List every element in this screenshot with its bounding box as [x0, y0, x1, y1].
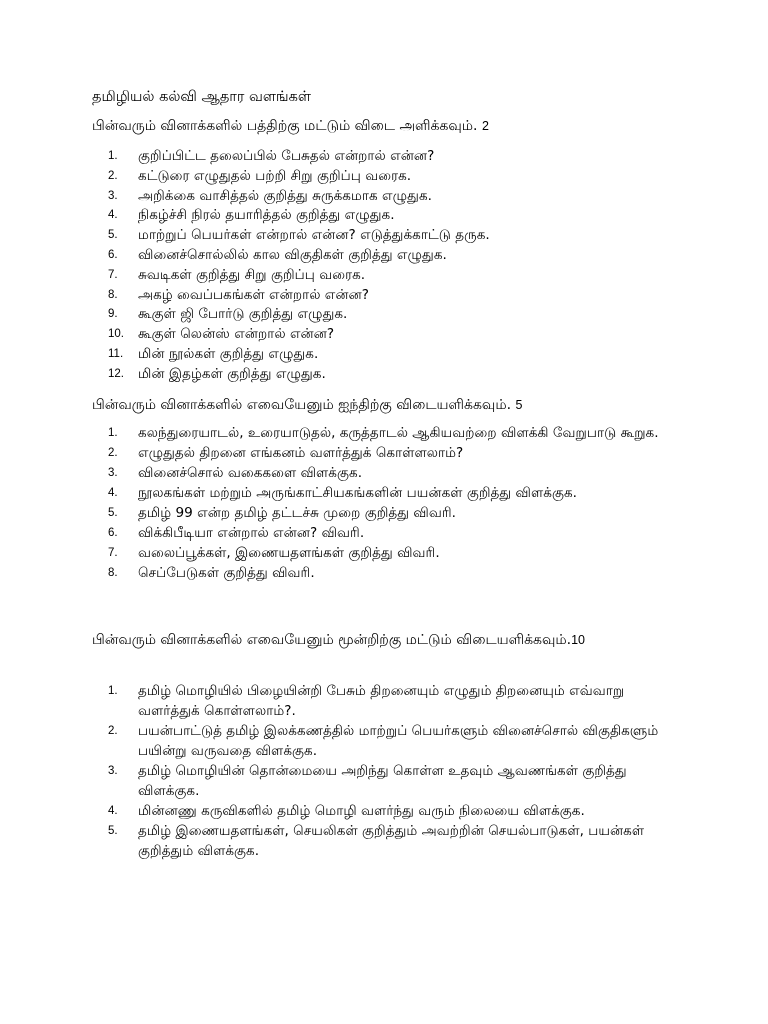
question-item — [0, 483, 678, 503]
question-number: 3. — [108, 765, 118, 777]
question-item — [0, 186, 678, 206]
question-item — [0, 344, 678, 364]
question-item — [0, 285, 678, 305]
question-number: 12. — [108, 367, 124, 380]
question-item — [0, 443, 678, 463]
question-item — [0, 423, 678, 443]
question-item — [0, 463, 678, 483]
question-number: 2. — [108, 169, 118, 182]
section-2-question-list — [0, 423, 678, 583]
question-item — [0, 721, 678, 761]
question-item — [0, 205, 678, 225]
question-item — [0, 265, 678, 285]
question-item — [0, 563, 678, 583]
question-text: நூலகங்கள் மற்றும் அருங்காட்சியகங்களின் பயன்கள் குறித்து விளக்குக. — [138, 485, 577, 501]
question-item — [0, 681, 678, 721]
section-2-heading — [92, 395, 652, 415]
question-number: 3. — [108, 467, 118, 479]
question-text: மின்னணு கருவிகளில் தமிழ் மொழி வளர்ந்து வரும் நிலையை விளக்குக. — [138, 803, 585, 819]
question-number: 1. — [108, 685, 118, 697]
question-number: 10. — [108, 328, 124, 341]
question-number: 5. — [108, 507, 118, 519]
question-text: தமிழ் மொழியில் பிழையின்றி பேசும் திறனையும் எழுதும் திறனையும் எவ்வாறு வளர்த்துக் கொள்ளலாம்?. — [138, 683, 625, 719]
question-text: தமிழ் மொழியின் தொன்மையை அறிந்து கொள்ள உதவும் ஆவணங்கள் குறித்து விளக்குக. — [138, 763, 627, 799]
question-number: 1. — [108, 427, 118, 439]
question-text: கூகுள் ஜி போர்டு குறித்து எழுதுக. — [138, 306, 348, 323]
question-item — [0, 245, 678, 265]
question-number: 11. — [108, 347, 124, 360]
question-item — [0, 364, 678, 384]
section-1-question-list — [0, 146, 678, 384]
question-number: 1. — [108, 150, 118, 162]
section-2-heading-text: பின்வரும் வினாக்களில் எவையேனும் ஐந்திற்கு விடையளிக்கவும். — [92, 397, 512, 413]
question-item — [0, 523, 678, 543]
question-text: வலைப்பூக்கள், இணையதளங்கள் குறித்து விவரி. — [138, 545, 440, 561]
question-text: பயன்பாட்டுத் தமிழ் இலக்கணத்தில் மாற்றுப் பெயர்களும் வினைச்சொல் விகுதிகளும் பயின்று வருவதை விளக்குக. — [138, 723, 659, 759]
question-text: கட்டுரை எழுதுதல் பற்றி சிறு குறிப்பு வரைக. — [138, 167, 412, 184]
question-number: 2. — [108, 447, 118, 459]
question-text: தமிழ் இணையதளங்கள், செயலிகள் குறித்தும் அவற்றின் செயல்பாடுகள், பயன்கள் குறித்தும் விளக்குக. — [138, 823, 645, 859]
section-3-heading — [92, 630, 652, 650]
question-text: அகழ் வைப்பகங்கள் என்றால் என்ன? — [138, 286, 369, 303]
question-item — [0, 543, 678, 563]
question-text: வினைச்சொல்லில் கால விகுதிகள் குறித்து எழுதுக. — [138, 246, 447, 263]
section-3-marks: 10 — [571, 633, 585, 647]
question-number: 8. — [108, 567, 118, 579]
question-item — [0, 304, 678, 324]
question-number: 4. — [108, 805, 118, 817]
question-text: அறிக்கை வாசித்தல் குறித்து சுருக்கமாக எழுதுக. — [138, 187, 432, 204]
question-text: எழுதுதல் திறனை எங்கனம் வளர்த்துக் கொள்ளலாம்? — [138, 445, 464, 461]
question-text: மின் இதழ்கள் குறித்து எழுதுக. — [138, 365, 326, 382]
document-title: தமிழியல் கல்வி ஆதார வளங்கள் — [92, 89, 311, 105]
question-number: 5. — [108, 229, 118, 242]
question-text: மின் நூல்கள் குறித்து எழுதுக. — [138, 345, 319, 362]
question-number: 5. — [108, 825, 118, 837]
question-number: 6. — [108, 248, 118, 261]
question-text: தமிழ் 99 என்ற தமிழ் தட்டச்சு முறை குறித்து விவரி. — [138, 505, 456, 521]
question-number: 7. — [108, 268, 118, 281]
question-text: மாற்றுப் பெயர்கள் என்றால் என்ன? எடுத்துக்காட்டு தருக. — [138, 227, 490, 244]
question-number: 2. — [108, 725, 118, 737]
question-text: நிகழ்ச்சி நிரல் தயாரித்தல் குறித்து எழுதுக. — [138, 207, 395, 224]
question-item — [0, 821, 678, 861]
question-text: குறிப்பிட்ட தலைப்பில் பேசுதல் என்றால் என்ன? — [138, 148, 435, 164]
question-text: கலந்துரையாடல், உரையாடுதல், கருத்தாடல் ஆகியவற்றை விளக்கி வேறுபாடு கூறுக. — [138, 425, 659, 441]
question-item — [0, 801, 678, 821]
question-item — [0, 761, 678, 801]
question-item — [0, 166, 678, 186]
question-number: 3. — [108, 189, 118, 202]
section-3-question-list — [0, 681, 678, 861]
question-text: விக்கிபீடியா என்றால் என்ன? விவரி. — [138, 525, 365, 541]
question-number: 8. — [108, 288, 118, 301]
question-item — [0, 146, 678, 166]
question-text: சுவடிகள் குறித்து சிறு குறிப்பு வரைக. — [138, 266, 366, 283]
question-number: 4. — [108, 487, 118, 499]
question-number: 7. — [108, 547, 118, 559]
question-text: வினைச்சொல் வகைகளை விளக்குக. — [138, 465, 363, 481]
question-number: 6. — [108, 527, 118, 539]
question-item — [0, 503, 678, 523]
question-item — [0, 324, 678, 344]
question-text: கூகுள் லென்ஸ் என்றால் என்ன? — [138, 326, 335, 343]
section-2-marks: 5 — [515, 398, 523, 412]
question-text: செப்பேடுகள் குறித்து விவரி. — [138, 565, 315, 581]
section-1-marks: 2 — [481, 119, 489, 133]
section-1-heading-text: பின்வரும் வினாக்களில் பத்திற்கு மட்டும் விடை அளிக்கவும். — [92, 118, 478, 134]
section-3-heading-text: பின்வரும் வினாக்களில் எவையேனும் மூன்றிற்கு மட்டும் விடையளிக்கவும். — [92, 632, 572, 648]
question-number: 9. — [108, 308, 118, 321]
section-1-heading — [92, 116, 652, 136]
question-item — [0, 225, 678, 245]
question-number: 4. — [108, 209, 118, 222]
